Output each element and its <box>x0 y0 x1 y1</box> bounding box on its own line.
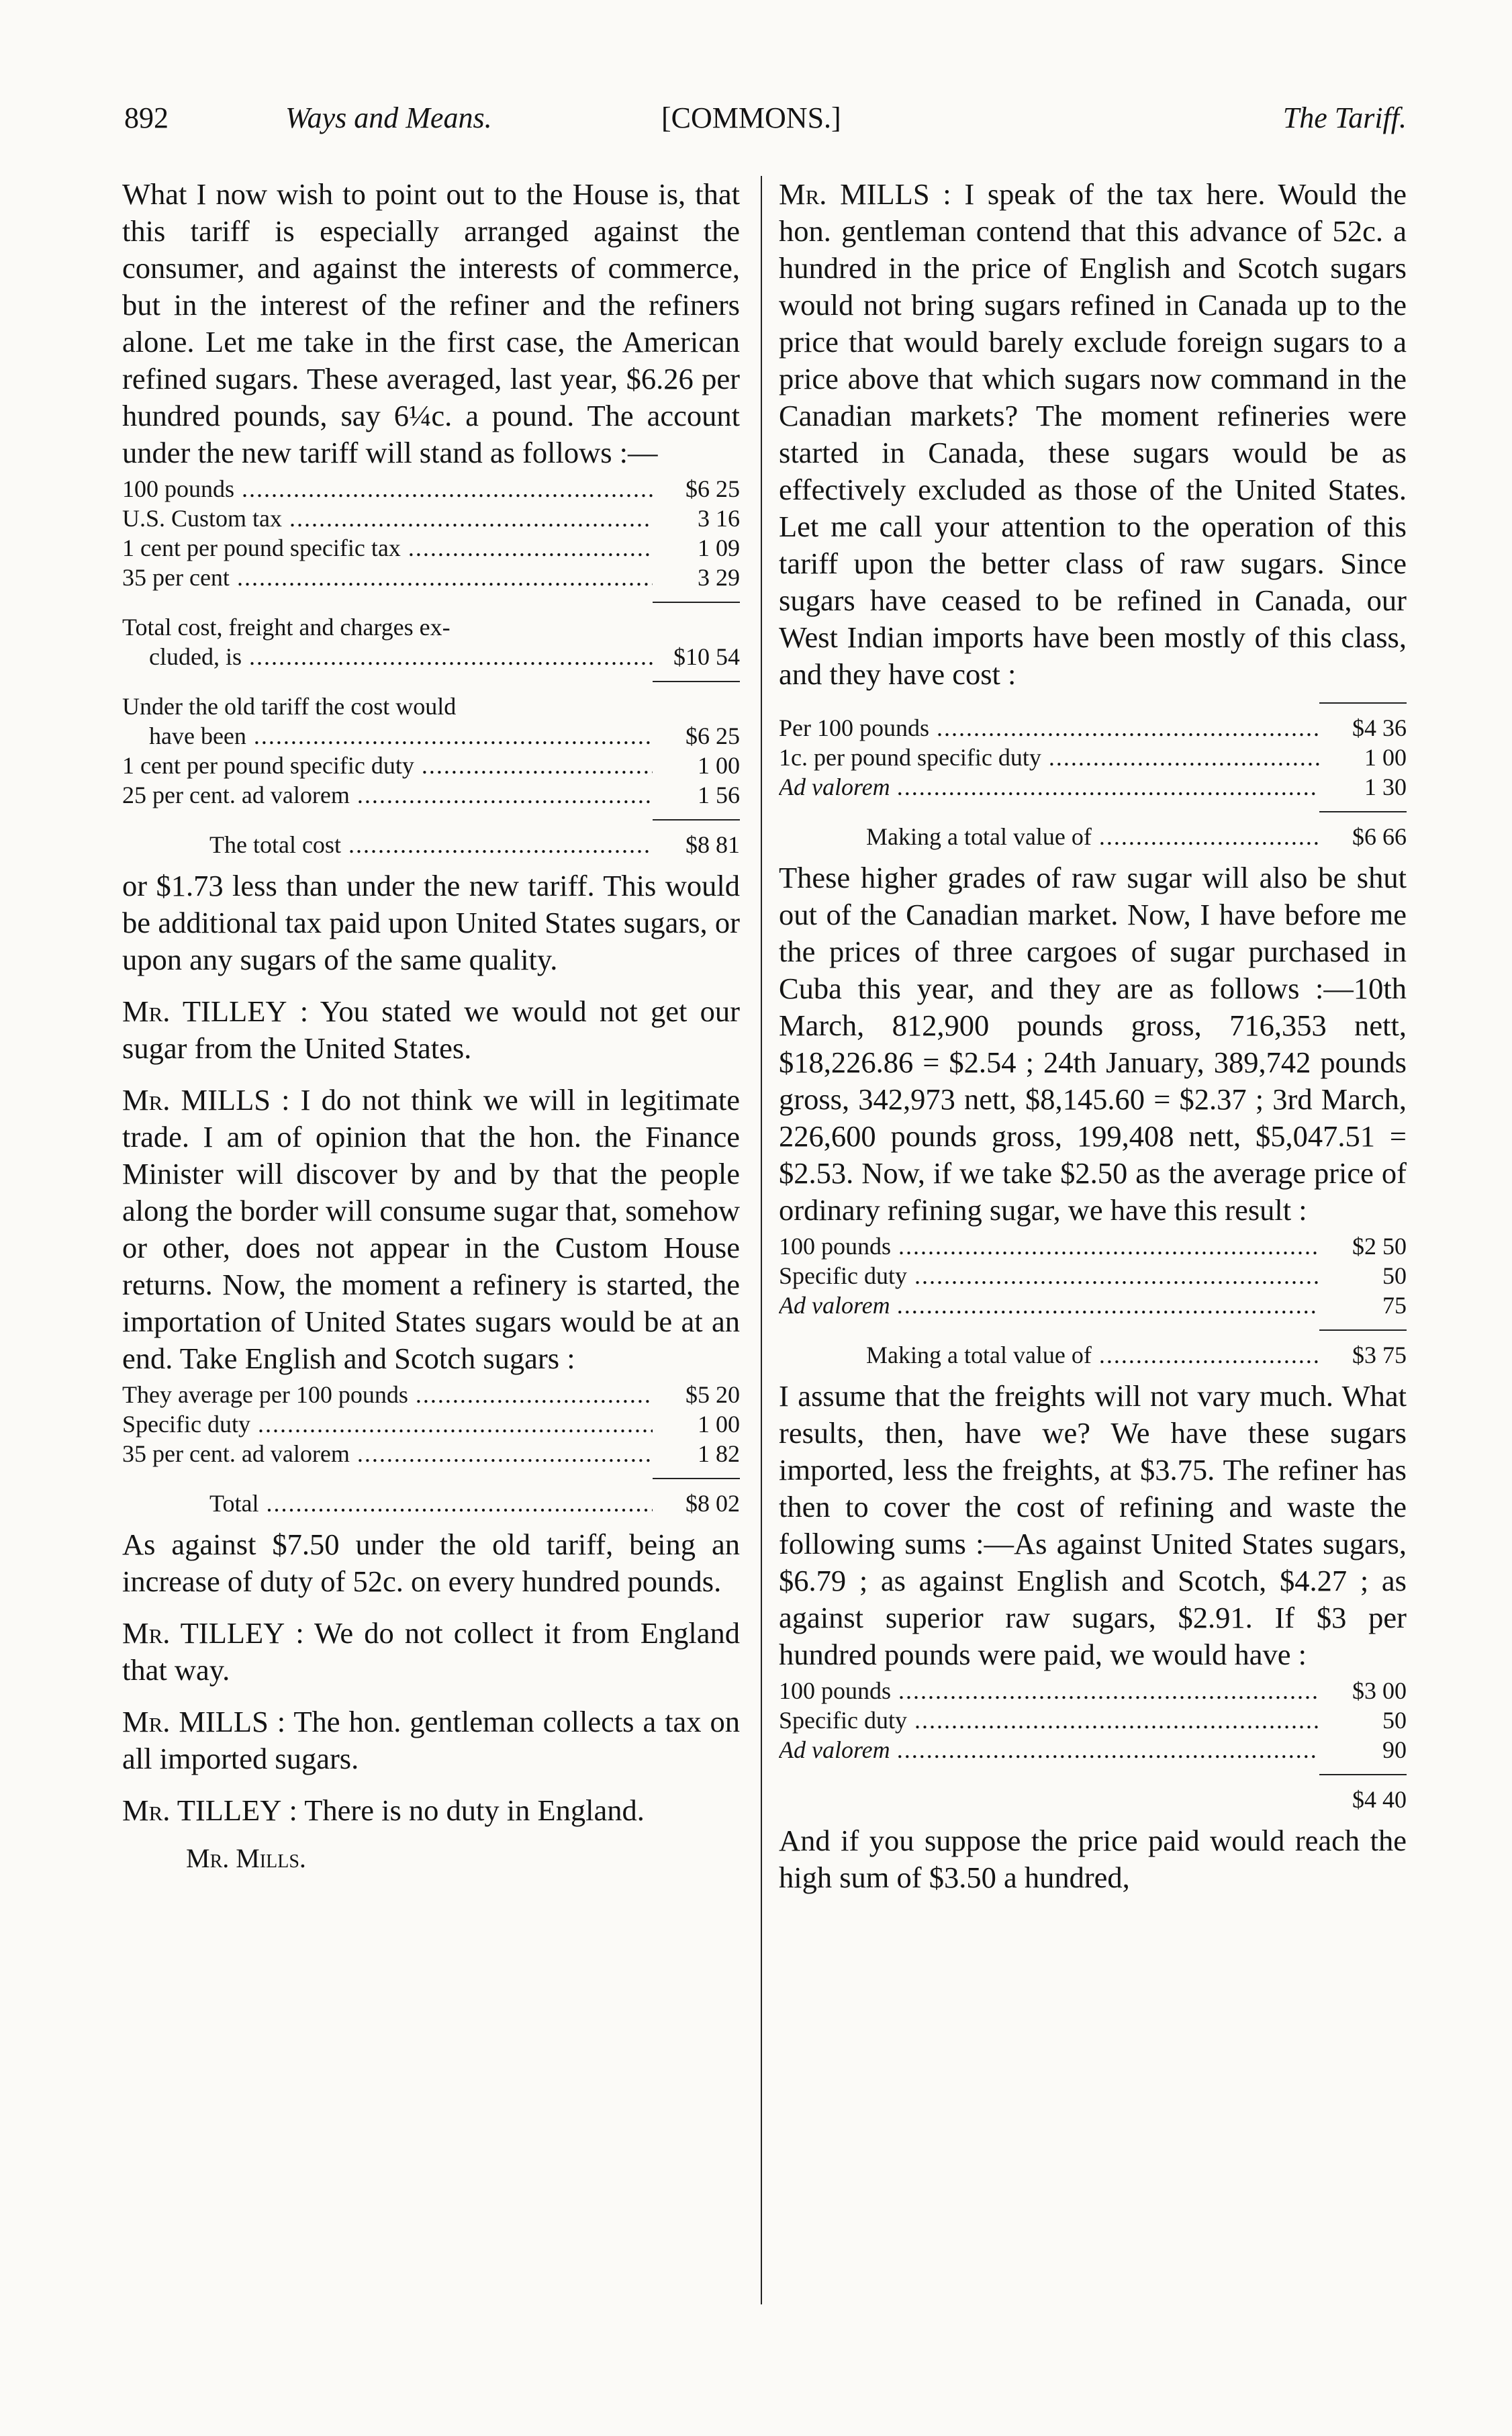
page-number: 892 <box>124 101 169 134</box>
speech-tilley: Mr. TILLEY : We do not collect it from England that way. <box>122 1616 740 1687</box>
table-row: Specific duty ..... 1 00 <box>122 1409 740 1439</box>
sum-rule <box>1319 1774 1407 1775</box>
table-row: 1 cent per pound specific tax ..... 1 09 <box>122 533 740 563</box>
speech-tilley: Mr. TILLEY : You stated we would not get our sugar from the United States. <box>122 994 740 1065</box>
table-row-total: $4 40 <box>1352 1786 1407 1813</box>
table-row: U.S. Custom tax ..... 3 16 <box>122 504 740 533</box>
speaker-name: Mr. MILLS <box>122 1705 269 1738</box>
sum-rule <box>1319 702 1407 704</box>
topic-title: The Tariff. <box>1282 101 1407 134</box>
paragraph: or $1.73 less than under the new tariff. This would be additional tax paid upon United States sugars, or upon any sugars of the same quality. <box>122 869 740 976</box>
table-row: Total cost, freight and charges ex- <box>122 614 451 641</box>
table-row: 35 per cent ..... 3 29 <box>122 563 740 592</box>
sum-rule <box>1319 1329 1407 1331</box>
table-row: Specific duty ..... 50 <box>779 1261 1407 1291</box>
chamber-title: [COMMONS.] <box>661 101 841 134</box>
table-row: 100 pounds ..... $2 50 <box>779 1231 1407 1261</box>
table-row: Under the old tariff the cost would <box>122 693 457 720</box>
cost-table-new-tariff-us <box>122 474 740 682</box>
cost-table-west-indian <box>779 713 1407 851</box>
right-column <box>779 176 1407 1896</box>
table-row: Ad valorem ..... 90 <box>779 1735 1407 1765</box>
catchword-footer: Mr. Mills. <box>186 1843 306 1873</box>
table-row: They average per 100 pounds ..... $5 20 <box>122 1380 740 1409</box>
paragraph: I assume that the freights will not vary much. What results, then, have we? We have these sugars imported, less the freights, at $3.75. The refiner has then to cover the cost of refining and waste the following sums :—As against United States sugars, $6.79 ; as against English and Scotch, $4.27 ; as against superior raw sugars, $2.91. If $3 per hundred pounds were paid, we would have : <box>779 1379 1407 1671</box>
cost-table-english-scotch <box>122 1380 740 1518</box>
sum-rule <box>653 819 740 821</box>
table-row: 1c. per pound specific duty ..... 1 00 <box>779 743 1407 772</box>
column-divider <box>761 176 762 2304</box>
speaker-name: Mr. MILLS <box>779 177 930 211</box>
sum-rule <box>653 1478 740 1479</box>
paragraph: And if you suppose the price paid would reach the high sum of $3.50 a hundred, <box>779 1824 1407 1894</box>
sum-rule <box>1319 811 1407 812</box>
table-row: 35 per cent. ad valorem ..... 1 82 <box>122 1439 740 1468</box>
running-header <box>124 101 1407 144</box>
table-row-total: The total cost ..... $8 81 <box>122 830 740 859</box>
left-column <box>122 176 740 1874</box>
table-row: 100 pounds ..... $3 00 <box>779 1676 1407 1705</box>
table-row: Per 100 pounds ..... $4 36 <box>779 713 1407 743</box>
speech-mills: Mr. MILLS : I do not think we will in legitimate trade. I am of opinion that the hon. the Finance Minister will discover by and by that the people along the border will consume sugar that, somehow or other, does not appear in the Custom House returns. Now, the moment a refinery is started, the importation of United States sugars would be at an end. Take English and Scotch sugars : <box>122 1083 741 1375</box>
speaker-name: Mr. TILLEY <box>122 1616 285 1650</box>
sum-rule <box>653 602 740 603</box>
paragraph: What I now wish to point out to the House is, that this tariff is especially arranged against the consumer, and against the interests of commerce, but in the interest of the refiner and the refiners alone. Let me take in the first case, the American refined sugars. These averaged, last year, $6.26 per hundred pounds, say 6¼c. a pound. The account under the new tariff will stand as follows :— <box>122 177 740 469</box>
cost-table-old-tariff-us <box>122 692 740 859</box>
cost-table-ordinary-refining <box>779 1231 1407 1370</box>
paragraph: These higher grades of raw sugar will also be shut out of the Canadian market. Now, I have before me the prices of three cargoes of sugar purchased in Cuba this year, and they are as follows :—10th March, 812,900 pounds gross, 716,353 nett, $18,226.86 = $2.54 ; 24th January, 389,742 pounds gross, 342,973 nett, $8,145.60 = $2.37 ; 3rd March, 226,600 pounds gross, 199,408 nett, $5,047.51 = $2.53. Now, if we take $2.50 as the average price of ordinary refining sugar, we have this result : <box>779 861 1407 1227</box>
table-row: have been ..... $6 25 <box>122 721 740 751</box>
speech-tilley: Mr. TILLEY : There is no duty in England. <box>122 1793 645 1827</box>
table-row: 1 cent per pound specific duty ..... 1 00 <box>122 751 740 780</box>
speaker-name: Mr. MILLS <box>122 1083 271 1117</box>
table-row: Specific duty ..... 50 <box>779 1705 1407 1735</box>
speaker-name: Mr. TILLEY <box>122 1793 282 1827</box>
cost-table-three-dollar <box>779 1676 1407 1814</box>
table-row: Ad valorem ..... 75 <box>779 1291 1407 1320</box>
table-row-total: cluded, is ..... $10 54 <box>122 642 740 671</box>
section-title: Ways and Means. <box>285 101 492 134</box>
table-row: 25 per cent. ad valorem ..... 1 56 <box>122 780 740 810</box>
table-row: 100 pounds ..... $6 25 <box>122 474 740 504</box>
sum-rule <box>653 681 740 682</box>
table-row-total: Total ..... $8 02 <box>122 1489 740 1518</box>
table-row-total: Making a total value of ..... $3 75 <box>779 1340 1407 1370</box>
speech-mills: Mr. MILLS : The hon. gentleman collects a tax on all imported sugars. <box>122 1705 740 1775</box>
speaker-name: Mr. TILLEY <box>122 994 287 1028</box>
table-row-total: Making a total value of ..... $6 66 <box>779 822 1407 851</box>
table-row: Ad valorem ..... 1 30 <box>779 772 1407 802</box>
speech-mills: Mr. MILLS : I speak of the tax here. Would the hon. gentleman contend that this advance of 52c. a hundred in the price of English and Scotch sugars would not bring sugars refined in Canada up to the price that would barely exclude foreign sugars to a price above that which sugars now command in the Canadian markets? The moment refineries were started in Canada, these sugars would be as effectively excluded as those of the United States. Let me call your attention to the operation of this tariff upon the better class of raw sugars. Since sugars have ceased to be refined in Canada, our West Indian imports have been mostly of this class, and they have cost : <box>779 177 1407 691</box>
paragraph: As against $7.50 under the old tariff, being an increase of duty of 52c. on every hundred pounds. <box>122 1528 740 1598</box>
